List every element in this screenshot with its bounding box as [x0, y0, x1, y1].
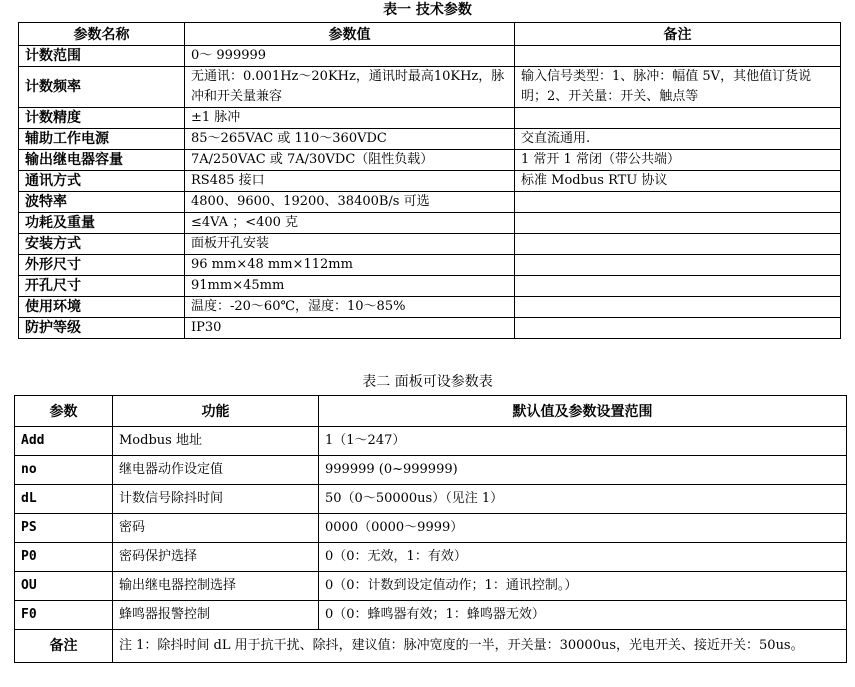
table-row: [19, 276, 841, 297]
note-row: [15, 630, 847, 663]
note-label: 备注: [15, 630, 113, 663]
header-function: 功能: [113, 396, 319, 427]
param-remark: [515, 46, 841, 67]
table-row: [19, 108, 841, 129]
param-code: F0: [15, 601, 113, 630]
note-text: 注 1：除抖时间 dL 用于抗干扰、除抖，建议值：脉冲宽度的一半，开关量：30000us，光电开关、接近开关：50us。: [113, 630, 847, 663]
param-code: no: [15, 456, 113, 485]
param-function: 密码保护选择: [113, 543, 319, 572]
param-code: P0: [15, 543, 113, 572]
panel-settings-table: [14, 395, 847, 663]
param-default: 0000（0000～9999）: [319, 514, 847, 543]
param-value: 温度：-20～60℃，湿度：10～85%: [185, 297, 515, 318]
param-code: OU: [15, 572, 113, 601]
technical-parameters-table: [18, 22, 841, 339]
table-row: [19, 171, 841, 192]
param-name: 辅助工作电源: [19, 129, 185, 150]
param-value: 4800、9600、19200、38400B/s 可选: [185, 192, 515, 213]
table1-caption: 表一 技术参数: [383, 2, 472, 18]
param-remark: [515, 318, 841, 339]
param-default: 0（0：无效，1：有效）: [319, 543, 847, 572]
param-value: IP30: [185, 318, 515, 339]
table-row: [19, 129, 841, 150]
table-row: [15, 601, 847, 630]
header-param-name: 参数名称: [19, 23, 185, 46]
param-default: 999999 (0~999999): [319, 456, 847, 485]
param-name: 防护等级: [19, 318, 185, 339]
param-value: 91mm×45mm: [185, 276, 515, 297]
param-remark: [515, 255, 841, 276]
param-name: 功耗及重量: [19, 213, 185, 234]
param-value: 0～ 999999: [185, 46, 515, 67]
table-row: [19, 297, 841, 318]
param-function: 蜂鸣器报警控制: [113, 601, 319, 630]
param-name: 计数范围: [19, 46, 185, 67]
header-param: 参数: [15, 396, 113, 427]
param-default: 1（1～247）: [319, 427, 847, 456]
param-value: 96 mm×48 mm×112mm: [185, 255, 515, 276]
param-value: 7A/250VAC 或 7A/30VDC（阻性负载）: [185, 150, 515, 171]
param-function: 继电器动作设定值: [113, 456, 319, 485]
table-row: [19, 46, 841, 67]
param-remark: [515, 192, 841, 213]
table-row: [19, 255, 841, 276]
param-default: 50（0～50000us）（见注 1）: [319, 485, 847, 514]
table-row: [19, 67, 841, 108]
param-name: 安装方式: [19, 234, 185, 255]
param-remark: 标准 Modbus RTU 协议: [515, 171, 841, 192]
param-name: 波特率: [19, 192, 185, 213]
param-name: 通讯方式: [19, 171, 185, 192]
param-code: PS: [15, 514, 113, 543]
table-row: [19, 150, 841, 171]
param-value: 无通讯：0.001Hz～20KHz，通讯时最高10KHz，脉冲和开关量兼容: [185, 67, 515, 108]
table-header-row: [15, 396, 847, 427]
param-remark: 输入信号类型：1、脉冲：幅值 5V，其他值订货说明；2、开关量：开关、触点等: [515, 67, 841, 108]
header-remark: 备注: [515, 23, 841, 46]
param-remark: 交直流通用.: [515, 129, 841, 150]
param-name: 输出继电器容量: [19, 150, 185, 171]
table-row: [15, 456, 847, 485]
table-header-row: [19, 23, 841, 46]
param-value: ≤4VA ；<400 克: [185, 213, 515, 234]
param-name: 计数精度: [19, 108, 185, 129]
param-value: 85～265VAC 或 110～360VDC: [185, 129, 515, 150]
table-row: [15, 427, 847, 456]
param-function: 输出继电器控制选择: [113, 572, 319, 601]
param-default: 0（0：计数到设定值动作；1：通讯控制。）: [319, 572, 847, 601]
table-row: [15, 514, 847, 543]
param-remark: 1 常开 1 常闭（带公共端）: [515, 150, 841, 171]
table-row: [19, 213, 841, 234]
table-row: [15, 543, 847, 572]
param-code: Add: [15, 427, 113, 456]
param-default: 0（0：蜂鸣器有效；1：蜂鸣器无效）: [319, 601, 847, 630]
header-param-value: 参数值: [185, 23, 515, 46]
table-row: [19, 234, 841, 255]
param-remark: [515, 276, 841, 297]
param-value: RS485 接口: [185, 171, 515, 192]
param-value: ±1 脉冲: [185, 108, 515, 129]
param-code: dL: [15, 485, 113, 514]
param-name: 使用环境: [19, 297, 185, 318]
table-row: [19, 192, 841, 213]
table-row: [15, 485, 847, 514]
table-row: [15, 572, 847, 601]
param-name: 外形尺寸: [19, 255, 185, 276]
table2-caption: 表二 面板可设参数表: [362, 374, 493, 390]
param-remark: [515, 213, 841, 234]
param-remark: [515, 297, 841, 318]
param-remark: [515, 108, 841, 129]
header-default-range: 默认值及参数设置范围: [319, 396, 847, 427]
param-function: Modbus 地址: [113, 427, 319, 456]
param-name: 计数频率: [19, 67, 185, 108]
param-function: 密码: [113, 514, 319, 543]
param-name: 开孔尺寸: [19, 276, 185, 297]
param-remark: [515, 234, 841, 255]
table-row: [19, 318, 841, 339]
param-value: 面板开孔安装: [185, 234, 515, 255]
param-function: 计数信号除抖时间: [113, 485, 319, 514]
